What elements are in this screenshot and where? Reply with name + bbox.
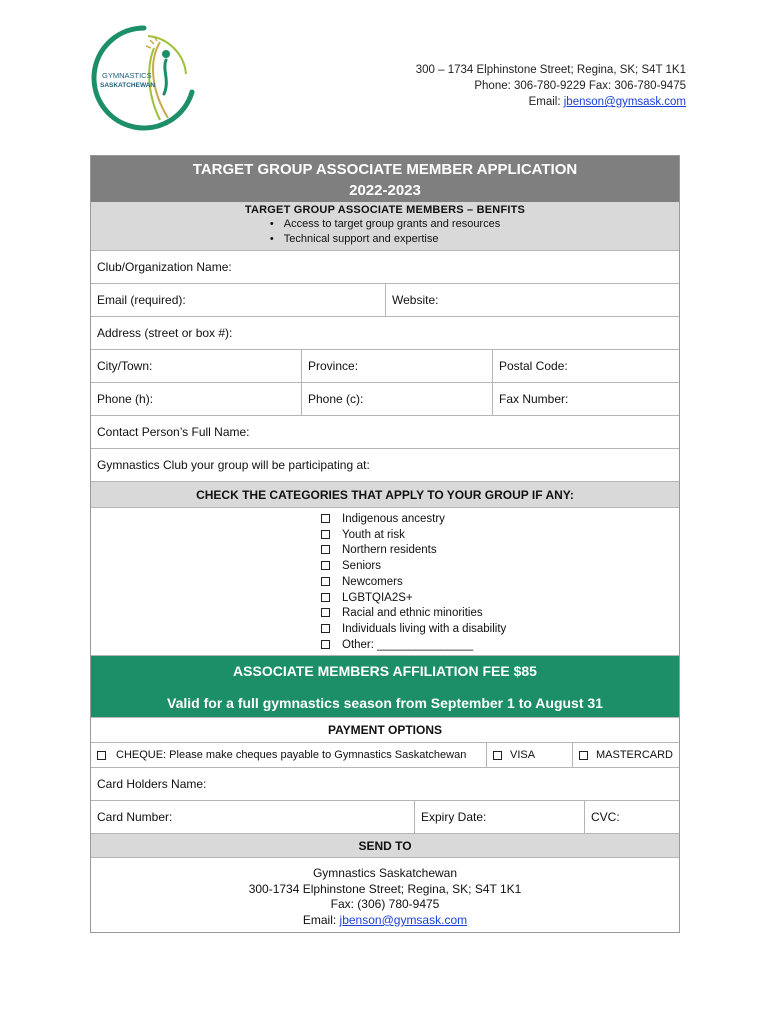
checkbox-icon[interactable] (493, 751, 502, 760)
checkbox-icon[interactable] (321, 608, 330, 617)
send-to-email-link[interactable]: jbenson@gymsask.com (339, 912, 468, 927)
send-to-email-line: Email: jbenson@gymsask.com (302, 912, 468, 927)
send-to-name: Gymnastics Saskatchewan (312, 866, 458, 881)
category-checkbox[interactable]: LGBTQIA2S+ (321, 591, 679, 607)
category-checkbox[interactable]: Individuals living with a disability (321, 622, 679, 638)
checkbox-icon[interactable] (321, 640, 330, 649)
organization-email-link[interactable]: jbenson@gymsask.com (563, 96, 686, 108)
send-to-block (91, 858, 679, 932)
category-checkbox[interactable]: Northern residents (321, 543, 679, 559)
card-number-row (91, 801, 679, 834)
form-year: 2022-2023 (349, 182, 421, 199)
email-field[interactable]: Email (required): (97, 293, 186, 307)
payment-heading: PAYMENT OPTIONS (91, 718, 679, 742)
gymnastics-club-field[interactable]: Gymnastics Club your group will be participating at: (97, 458, 370, 472)
address-row (91, 317, 679, 350)
checkbox-icon[interactable] (321, 624, 330, 633)
send-to-heading: SEND TO (91, 834, 679, 857)
contact-person-field[interactable]: Contact Person’s Full Name: (97, 425, 250, 439)
club-name-field[interactable]: Club/Organization Name: (97, 260, 232, 274)
organization-contact-block (416, 62, 686, 110)
category-checkbox[interactable]: Indigenous ancestry (321, 512, 679, 528)
organization-email-line: Email: jbenson@gymsask.com (528, 96, 686, 108)
email-website-row (91, 284, 679, 317)
payment-option-visa[interactable]: VISA (486, 743, 572, 767)
payment-option-mastercard[interactable]: MASTERCARD (572, 743, 679, 767)
card-holder-row (91, 768, 679, 801)
checkbox-icon[interactable] (321, 593, 330, 602)
checkbox-icon[interactable] (97, 751, 106, 760)
checkbox-icon[interactable] (321, 577, 330, 586)
payment-heading-row (91, 718, 679, 743)
category-checkbox[interactable]: Youth at risk (321, 528, 679, 544)
season-validity: Valid for a full gymnastics season from September 1 to August 31 (167, 695, 603, 712)
gym-club-row (91, 449, 679, 482)
home-phone-field[interactable]: Phone (h): (97, 392, 154, 406)
send-to-address: 300-1734 Elphinstone Street; Regina, SK; S4T 1K1 (248, 881, 522, 896)
checkbox-icon[interactable] (321, 545, 330, 554)
payment-option-cheque[interactable]: CHEQUE: Please make cheques payable to Gymnastics Saskatchewan (91, 743, 486, 767)
organization-phone-fax: Phone: 306-780-9229 Fax: 306-780-9475 (474, 80, 686, 92)
send-heading-row (91, 834, 679, 858)
categories-list (91, 508, 679, 656)
cvc-field[interactable]: CVC: (584, 801, 679, 833)
benefit-item: • Access to target group grants and resources (270, 217, 500, 232)
benefits-section (91, 202, 679, 251)
expiry-date-field[interactable]: Expiry Date: (414, 801, 584, 833)
category-checkbox[interactable]: Seniors (321, 559, 679, 575)
payment-options-row (91, 743, 679, 768)
category-checkbox[interactable]: Racial and ethnic minorities (321, 606, 679, 622)
address-field[interactable]: Address (street or box #): (97, 326, 233, 340)
benefits-heading: TARGET GROUP ASSOCIATE MEMBERS – BENFITS (244, 204, 526, 216)
province-field[interactable]: Province: (301, 350, 492, 382)
form-title-bar (91, 156, 679, 202)
gymnastics-saskatchewan-logo (88, 22, 200, 134)
contact-row (91, 416, 679, 449)
categories-heading-row (91, 482, 679, 508)
svg-text:GYMNASTICS: GYMNASTICS (102, 71, 152, 80)
checkbox-icon[interactable] (321, 530, 330, 539)
card-number-field[interactable]: Card Number: (97, 810, 173, 825)
category-checkbox[interactable]: Newcomers (321, 575, 679, 591)
form-title: TARGET GROUP ASSOCIATE MEMBER APPLICATION (192, 161, 578, 178)
checkbox-icon[interactable] (321, 514, 330, 523)
website-field[interactable]: Website: (385, 284, 679, 316)
benefit-item: • Technical support and expertise (270, 232, 500, 247)
categories-heading: CHECK THE CATEGORIES THAT APPLY TO YOUR GROUP IF ANY: (91, 482, 679, 507)
fax-number-field[interactable]: Fax Number: (492, 383, 679, 415)
phone-row (91, 383, 679, 416)
city-row (91, 350, 679, 383)
benefits-list (270, 217, 500, 247)
logo-emblem-icon (88, 22, 200, 134)
affiliation-fee: ASSOCIATE MEMBERS AFFILIATION FEE $85 (233, 663, 537, 680)
club-row (91, 251, 679, 284)
card-holder-name-field[interactable]: Card Holders Name: (97, 777, 207, 792)
category-checkbox[interactable]: Other: _______________ (321, 638, 679, 654)
checkbox-icon[interactable] (321, 561, 330, 570)
cell-phone-field[interactable]: Phone (c): (301, 383, 492, 415)
postal-code-field[interactable]: Postal Code: (492, 350, 679, 382)
city-field[interactable]: City/Town: (97, 359, 153, 373)
affiliation-fee-banner (91, 656, 679, 718)
checkbox-icon[interactable] (579, 751, 588, 760)
application-form (90, 155, 680, 933)
organization-address: 300 – 1734 Elphinstone Street; Regina, SK; S4T 1K1 (415, 64, 686, 76)
svg-text:SASKATCHEWAN: SASKATCHEWAN (100, 82, 156, 89)
send-to-fax: Fax: (306) 780-9475 (330, 897, 440, 912)
